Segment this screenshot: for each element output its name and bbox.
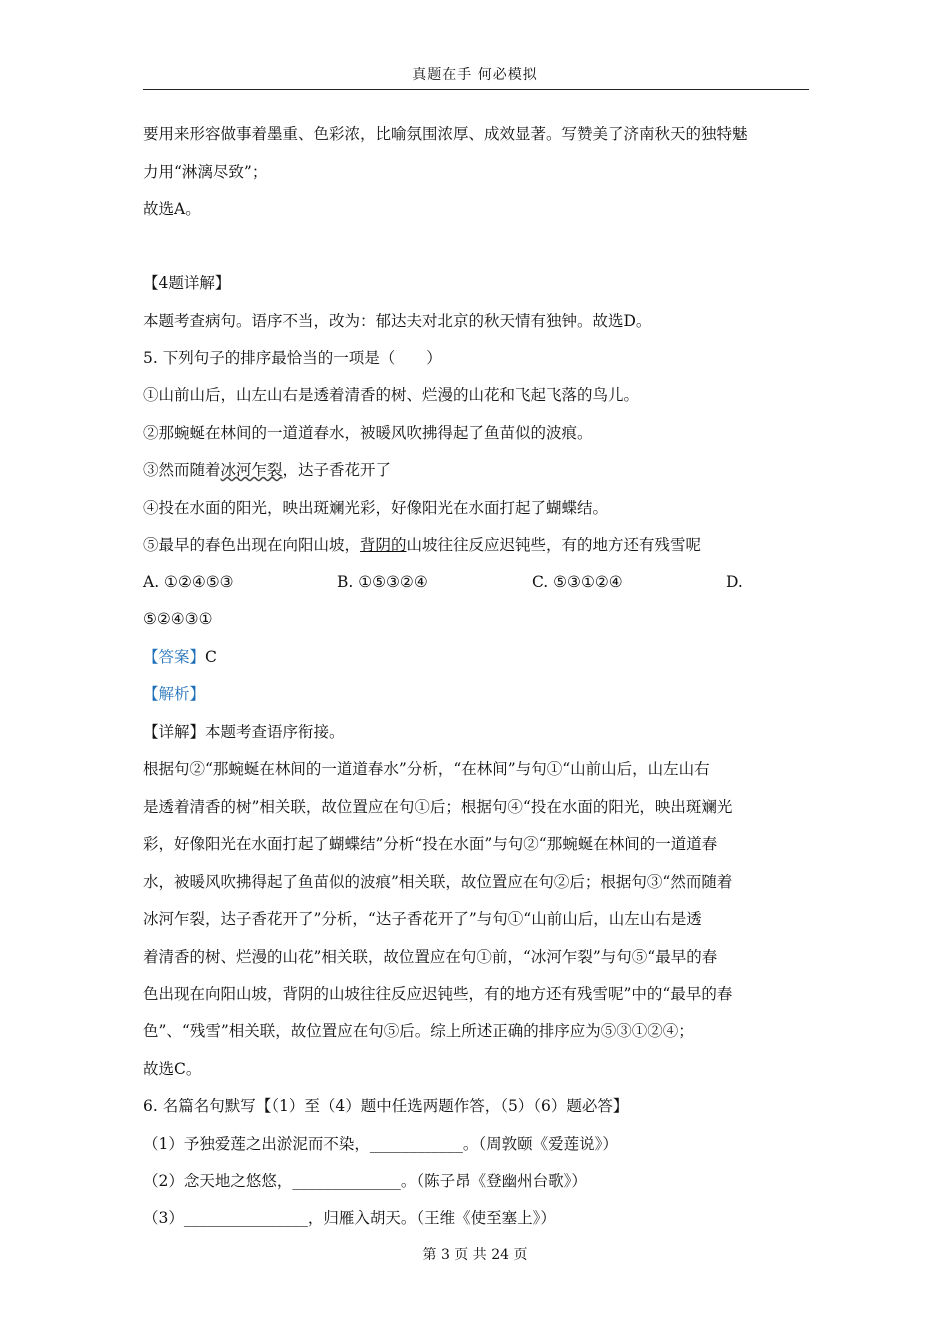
page-footer: 第 3 页 共 24 页 [422, 1247, 528, 1263]
sentence-4: ④投在水面的阳光，映出斑斓光彩，好像阳光在水面打起了蝴蝶结。 [143, 499, 609, 517]
analysis-label: 【解析】 [143, 685, 206, 703]
option-d-value: ⑤②④③① [143, 610, 213, 628]
sentence-5-pre: ⑤最早的春色出现在向阳山坡， [143, 536, 361, 554]
detail-heading: 【详解】本题考查语序衔接。 [143, 723, 345, 741]
paragraph-line: 要用来形容做事着墨重、色彩浓，比喻氛围浓厚、成效显著。写赞美了济南秋天的独特魅 [143, 125, 748, 143]
analysis-line: 故选C。 [143, 1060, 202, 1078]
q6-item-3: （3）________________，归雁入胡天。（王维《使至塞上》） [143, 1209, 556, 1227]
option-a: A. ①②④⑤③ [143, 573, 234, 591]
q4-text: 本题考查病句。语序不当，改为：郁达夫对北京的秋天情有独钟。故选D。 [143, 312, 652, 330]
q4-heading: 【4题详解】 [143, 274, 231, 292]
paragraph-line: 故选A。 [143, 200, 201, 218]
sentence-3 [143, 460, 391, 480]
sentence-5 [143, 535, 701, 555]
analysis-line: 色”、“残雪”相关联，故位置应在句⑤后。综上所述正确的排序应为⑤③①②④； [143, 1022, 694, 1040]
q6-item-1: （1）予独爱莲之出淤泥而不染，____________。（周敦颐《爱莲说》） [143, 1135, 618, 1153]
analysis-line: 色出现在向阳山坡，背阴的山坡往往反应迟钝些，有的地方还有残雪呢”中的“最早的春 [143, 985, 733, 1003]
option-c: C. ⑤③①②④ [532, 573, 623, 591]
q6-item-2: （2）念天地之悠悠，______________。（陈子昂《登幽州台歌》） [143, 1172, 587, 1190]
analysis-line: 彩，好像阳光在水面打起了蝴蝶结”分析“投在水面”与句②“那蜿蜒在林间的一道道春 [143, 835, 718, 853]
sentence-5-underlined: 背阴的 [360, 536, 407, 554]
option-b: B. ①⑤③②④ [337, 573, 428, 591]
q6-title: 6. 名篇名句默写【（1）至（4）题中任选两题作答，（5）（6）题必答】 [143, 1097, 629, 1115]
option-d: D. [726, 573, 743, 591]
sentence-3-underlined: 冰河乍裂 [220, 461, 283, 479]
analysis-line: 是透着清香的树”相关联，故位置应在句①后；根据句④“投在水面的阳光，映出斑斓光 [143, 798, 733, 816]
answer-line [143, 647, 217, 667]
q5-title: 5. 下列句子的排序最恰当的一项是（ ） [143, 349, 442, 367]
header-divider [143, 89, 809, 90]
answer-label: 【答案】 [143, 648, 206, 666]
sentence-1: ①山前山后，山左山右是透着清香的树、烂漫的山花和飞起飞落的鸟儿。 [143, 386, 640, 404]
page-header: 真题在手 何必模拟 [412, 67, 538, 83]
answer-value: C [205, 648, 217, 666]
analysis-line: 着清香的树、烂漫的山花”相关联，故位置应在句①前，“冰河乍裂”与句⑤“最早的春 [143, 948, 718, 966]
analysis-line: 水，被暖风吹拂得起了鱼苗似的波痕”相关联，故位置应在句②后；根据句③“然而随着 [143, 873, 733, 891]
sentence-3-post: ，达子香花开了 [282, 461, 392, 479]
analysis-line: 冰河乍裂，达子香花开了”分析，“达子香花开了”与句①“山前山后，山左山右是透 [143, 910, 702, 928]
sentence-3-pre: ③然而随着 [143, 461, 221, 479]
paragraph-line: 力用“淋漓尽致”； [143, 163, 268, 181]
analysis-line: 根据句②“那蜿蜒在林间的一道道春水”分析，“在林间”与句①“山前山后，山左山右 [143, 760, 710, 778]
sentence-5-post: 山坡往往反应迟钝些，有的地方还有残雪呢 [406, 536, 702, 554]
sentence-2: ②那蜿蜒在林间的一道道春水，被暖风吹拂得起了鱼苗似的波痕。 [143, 424, 593, 442]
